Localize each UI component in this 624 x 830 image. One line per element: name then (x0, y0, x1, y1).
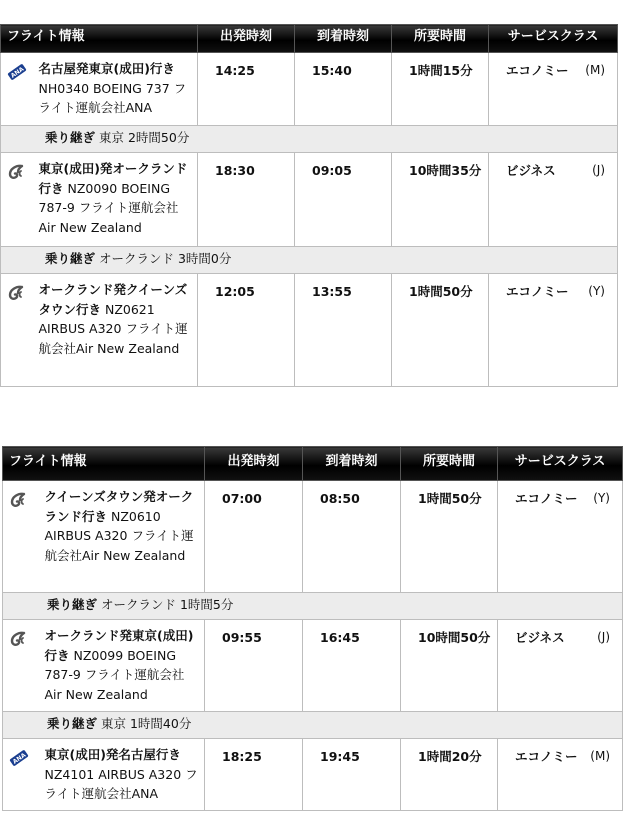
connection-row (1, 126, 618, 153)
service-class-name: ビジネス (506, 163, 556, 178)
segment-flight-details: NZ0099 BOEING 787-9 フライト運航会社Air New Zealand (44, 647, 185, 702)
segment-route: オークランド発クイーンズタウン行き (38, 282, 188, 317)
connection-label: 乗り継ぎ (47, 716, 98, 731)
itinerary-table-return (2, 446, 623, 811)
departure-time: 09:55 (205, 620, 303, 712)
flight-segment-row (3, 620, 623, 712)
departure-time: 12:05 (198, 274, 295, 387)
service-class-code: (M) (590, 749, 610, 763)
segment-route: 名古屋発東京(成田)行き (38, 61, 175, 76)
service-class-name: ビジネス (515, 630, 565, 645)
header-departure: 出発時刻 (205, 447, 303, 481)
table-header-row (3, 447, 623, 481)
air-new-zealand-koru-icon (9, 630, 27, 654)
service-class (498, 739, 623, 811)
service-class (498, 620, 623, 712)
header-arrival: 到着時刻 (295, 25, 392, 53)
service-class-code: (J) (592, 163, 605, 177)
air-new-zealand-koru-icon (9, 491, 27, 515)
itinerary-table-outbound (0, 24, 618, 387)
departure-time: 18:25 (205, 739, 303, 811)
segment-flight-details: NZ0621 AIRBUS A320 フライト運航会社Air New Zealand (38, 301, 188, 356)
segment-flight-details: NZ0610 AIRBUS A320 フライト運航会社Air New Zealand (44, 508, 194, 563)
header-service-class: サービスクラス (498, 447, 623, 481)
flight-duration: 10時間35分 (392, 153, 489, 247)
segment-flight-details: NZ4101 AIRBUS A320 フライト運航会社ANA (44, 766, 198, 801)
flight-duration: 10時間50分 (401, 620, 498, 712)
connection-detail: オークランド 3時間0分 (95, 251, 232, 266)
header-flight-info: フライト情報 (3, 447, 205, 481)
table-header-row (1, 25, 618, 53)
departure-time: 18:30 (198, 153, 295, 247)
connection-detail: 東京 1時間40分 (97, 716, 192, 731)
flight-duration: 1時間15分 (392, 53, 489, 126)
service-class (498, 481, 623, 593)
service-class-code: (Y) (588, 284, 605, 298)
segment-route: 東京(成田)発オークランド行き (38, 161, 188, 196)
connection-detail: 東京 2時間50分 (95, 130, 190, 145)
segment-route: 東京(成田)発名古屋行き (44, 747, 181, 762)
ana-airline-logo-icon (9, 749, 29, 773)
connection-label: 乗り継ぎ (45, 251, 96, 266)
connection-detail: オークランド 1時間5分 (97, 597, 234, 612)
service-class-code: (M) (585, 63, 605, 77)
header-duration: 所要時間 (392, 25, 489, 53)
arrival-time: 19:45 (303, 739, 401, 811)
service-class-name: エコノミー (506, 284, 569, 299)
segment-route: クイーンズタウン発オークランド行き (44, 489, 194, 524)
service-class-name: エコノミー (515, 491, 578, 506)
flight-segment-row (3, 739, 623, 811)
service-class-name: エコノミー (515, 749, 578, 764)
service-class (489, 153, 618, 247)
header-flight-info: フライト情報 (1, 25, 198, 53)
svg-text:ANA: ANA (11, 751, 28, 766)
service-class (489, 274, 618, 387)
service-class-code: (Y) (593, 491, 610, 505)
departure-time: 14:25 (198, 53, 295, 126)
segment-route: オークランド発東京(成田)行き (44, 628, 194, 663)
service-class-name: エコノミー (506, 63, 569, 78)
service-class (489, 53, 618, 126)
flight-segment-row (1, 274, 618, 387)
header-arrival: 到着時刻 (303, 447, 401, 481)
departure-time: 07:00 (205, 481, 303, 593)
segment-flight-details: NH0340 BOEING 737 フライト運航会社ANA (38, 80, 187, 115)
arrival-time: 09:05 (295, 153, 392, 247)
flight-segment-row (1, 53, 618, 126)
service-class-code: (J) (597, 630, 610, 644)
connection-label: 乗り継ぎ (45, 130, 96, 145)
header-duration: 所要時間 (401, 447, 498, 481)
header-departure: 出発時刻 (198, 25, 295, 53)
flight-duration: 1時間50分 (401, 481, 498, 593)
connection-row (3, 593, 623, 620)
ana-airline-logo-icon (7, 63, 27, 87)
flight-segment-row (1, 153, 618, 247)
connection-label: 乗り継ぎ (47, 597, 98, 612)
air-new-zealand-koru-icon (7, 284, 25, 308)
arrival-time: 13:55 (295, 274, 392, 387)
header-service-class: サービスクラス (489, 25, 618, 53)
svg-text:ANA: ANA (9, 65, 26, 80)
flight-segment-row (3, 481, 623, 593)
air-new-zealand-koru-icon (7, 163, 25, 187)
flight-duration: 1時間50分 (392, 274, 489, 387)
connection-row (1, 247, 618, 274)
arrival-time: 15:40 (295, 53, 392, 126)
connection-row (3, 712, 623, 739)
flight-duration: 1時間20分 (401, 739, 498, 811)
arrival-time: 08:50 (303, 481, 401, 593)
arrival-time: 16:45 (303, 620, 401, 712)
segment-flight-details: NZ0090 BOEING 787-9 フライト運航会社Air New Zealand (38, 180, 179, 235)
